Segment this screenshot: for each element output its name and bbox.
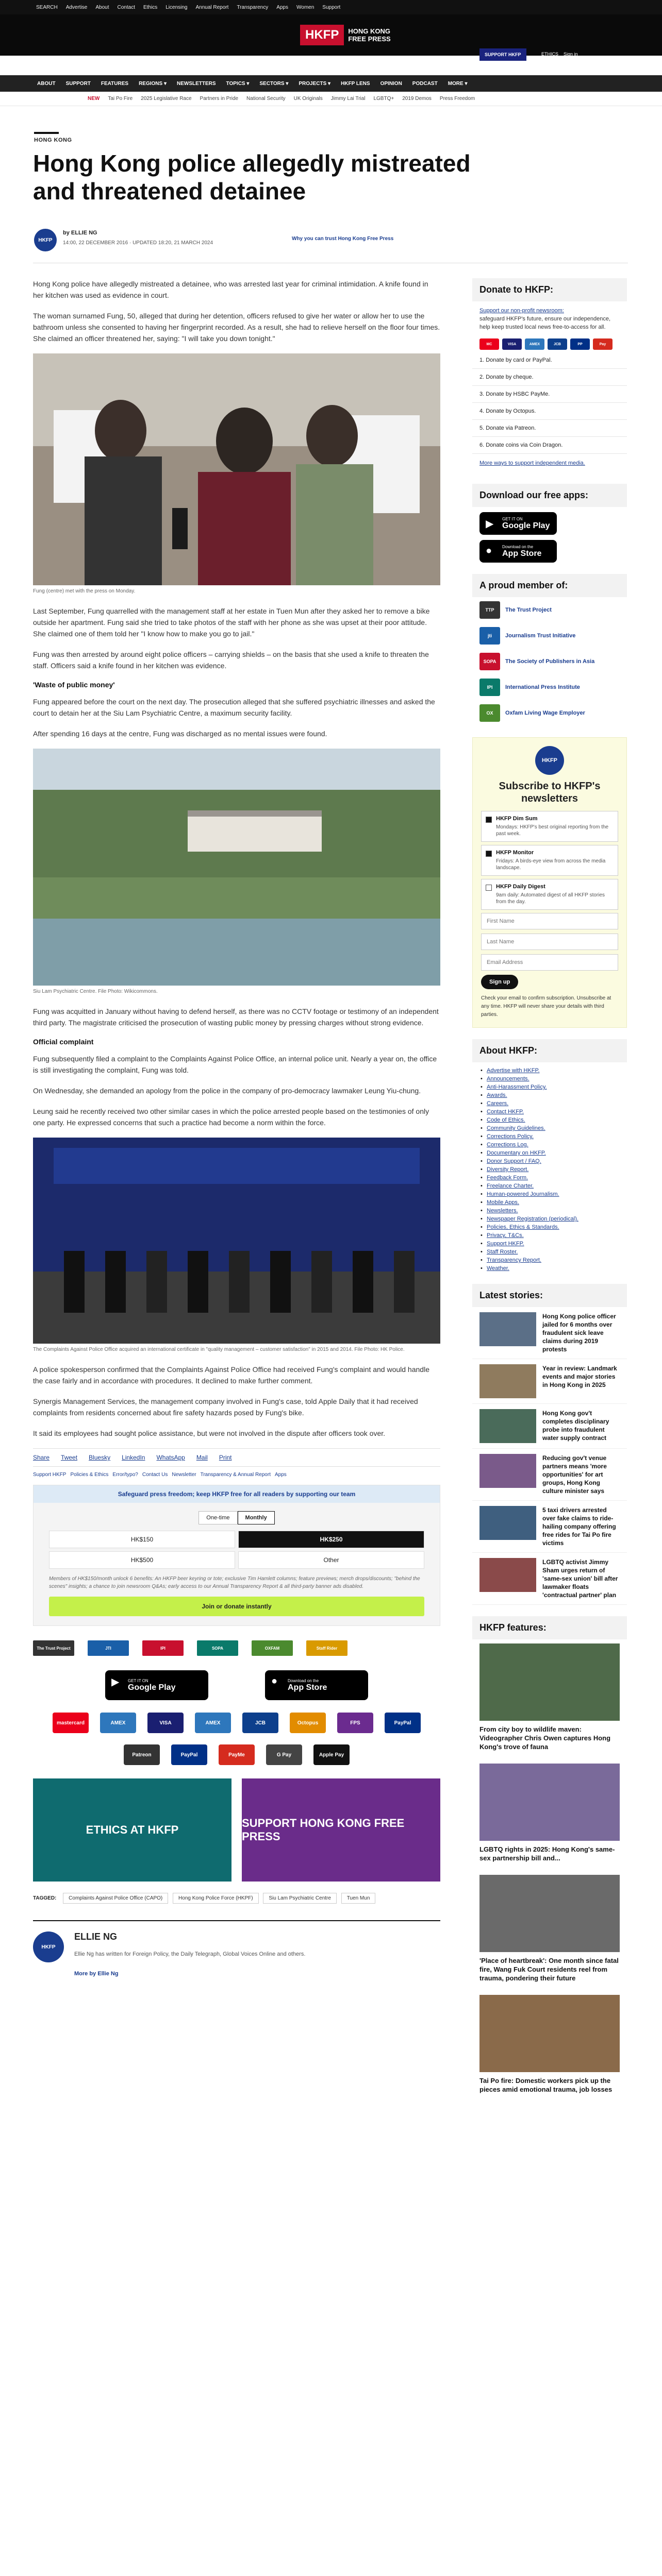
about-link[interactable]: • Policies, Ethics & Standards.	[472, 1223, 627, 1231]
support-link[interactable]: Contact Us	[142, 1472, 168, 1478]
nav-item[interactable]: MORE ▾	[448, 80, 468, 87]
subnav-new-badge: NEW	[88, 96, 100, 101]
amount-option[interactable]: HK$150	[49, 1531, 235, 1548]
nav-item[interactable]: OPINION	[380, 80, 402, 87]
photo-caption: The Complaints Against Police Office acquired an international certificate in "quality management – customer satisfaction" in 2015 and 2014. File Photo: HK Police.	[33, 1347, 405, 1352]
paragraph: After spending 16 days at the centre, Fung was discharged as no mental issues were found.	[33, 730, 327, 738]
subnav-item[interactable]: National Security	[246, 96, 286, 101]
about-link[interactable]: • Community Guidelines.	[472, 1124, 627, 1132]
member-ipi[interactable]: IPI International Press Institute	[472, 674, 627, 700]
topbar-link[interactable]: Contact	[117, 4, 135, 10]
checkbox-checked[interactable]	[486, 851, 492, 857]
signup-button[interactable]: Sign up	[481, 975, 518, 989]
story-thumbnail[interactable]	[479, 1558, 536, 1592]
feature-story[interactable]	[472, 1759, 627, 1871]
sign-in-link[interactable]: Sign in	[564, 52, 578, 57]
subnav-item[interactable]: Press Freedom	[439, 96, 475, 101]
about-link[interactable]: • Transparency Report.	[472, 1256, 627, 1264]
newsletter-title: Subscribe to HKFP's newsletters	[499, 781, 601, 804]
donate-option[interactable]: 6. Donate coins via Coin Dragon.	[472, 437, 627, 454]
tag-link[interactable]: Hong Kong Police Force (HKPF)	[173, 1893, 259, 1904]
share-link[interactable]: WhatsApp	[156, 1454, 185, 1461]
google-play-icon: ▶	[486, 518, 494, 530]
paragraph: Fung appeared before the court on the next day. The prosecution alleged that she suffered psychiatric illnesses and asked the court to detain her at the Siu Lam Psychiatric Centre, a maximum security facility.	[33, 698, 435, 717]
member-sopa[interactable]: SOPA The Society of Publishers in Asia	[472, 649, 627, 674]
amount-options	[49, 1531, 424, 1569]
latest-widget	[472, 1284, 627, 1605]
share-link[interactable]: Bluesky	[89, 1454, 111, 1461]
subnav-item[interactable]: 2019 Demos	[402, 96, 432, 101]
sidebar-app-store[interactable]: ● Download on the App Store	[479, 540, 557, 563]
visa-icon: VISA	[502, 338, 522, 350]
latest-story[interactable]	[472, 1359, 627, 1404]
app-store-button[interactable]: ● Download on the App Store	[265, 1670, 368, 1700]
about-links	[472, 1062, 627, 1273]
donate-option[interactable]: 4. Donate by Octopus.	[472, 403, 627, 420]
sidebar-google-play[interactable]: ▶ GET IT ON Google Play	[479, 512, 557, 535]
author-avatar-large[interactable]: HKFP	[33, 1931, 64, 1962]
support-link[interactable]: Error/typo?	[112, 1472, 138, 1478]
paragraph: It said its employees had sought police assistance, but were not involved in the dispute after officers took over.	[33, 1429, 386, 1437]
newsletter-option[interactable]: HKFP Daily Digest 9am daily: Automated digest of all HKFP stories from the day.	[481, 879, 618, 910]
support-link[interactable]: Support HKFP	[33, 1472, 67, 1478]
amount-option-selected[interactable]: HK$250	[238, 1531, 424, 1548]
feature-title[interactable]: Tai Po fire: Domestic workers pick up the pieces amid emotional trauma, job losses	[479, 2077, 613, 2093]
payment-method-icon: JCB	[242, 1713, 278, 1733]
topbar-link[interactable]: Ethics	[143, 4, 158, 10]
nav-item[interactable]: SUPPORT	[65, 80, 91, 87]
oxfam-logo[interactable]: OXFAM	[252, 1640, 293, 1656]
about-link[interactable]: • Newspaper Registration (periodical).	[472, 1215, 627, 1223]
story-title[interactable]: Year in review: Landmark events and major stories in Hong Kong in 2025	[542, 1365, 617, 1388]
about-link[interactable]: • Announcements.	[472, 1075, 627, 1083]
jcb-icon: JCB	[548, 338, 567, 350]
newsletter-note: Check your email to confirm subscription. Unsubscribe at any time. HKFP will never share your details with third parties.	[481, 995, 611, 1018]
about-link[interactable]: • Freelance Charter.	[472, 1182, 627, 1190]
topbar-link[interactable]: Apps	[276, 4, 288, 10]
oxfam-icon: OX	[479, 704, 500, 722]
tag-link[interactable]: Siu Lam Psychiatric Centre	[263, 1893, 337, 1904]
about-link[interactable]: • Newsletters.	[472, 1207, 627, 1215]
jti-icon: jti	[479, 627, 500, 645]
payme-icon: Pay	[593, 338, 613, 350]
payment-method-icon: AMEX	[100, 1713, 136, 1733]
story-title[interactable]: Hong Kong gov't completes disciplinary probe into fraudulent water supply contract	[542, 1410, 609, 1442]
payment-method-icon: PayPal	[385, 1713, 421, 1733]
story-thumbnail[interactable]	[479, 1312, 536, 1346]
topbar-link[interactable]: About	[95, 4, 109, 10]
donate-option[interactable]: 2. Donate by cheque.	[472, 369, 627, 386]
topbar-link[interactable]: Annual Report	[195, 4, 229, 10]
site-logo[interactable]	[300, 23, 391, 47]
member-heading: A proud member of:	[472, 574, 627, 597]
sidebar	[472, 278, 627, 2113]
feature-image[interactable]	[479, 1643, 620, 1721]
subnav-item[interactable]: LGBTQ+	[373, 96, 394, 101]
feature-image[interactable]	[479, 1764, 620, 1841]
author-name[interactable]: by ELLIE NG	[63, 230, 97, 236]
newsletter-option[interactable]: HKFP Dim Sum Mondays: HKFP's best original reporting from the past week.	[481, 811, 618, 842]
author-avatar[interactable]: HKFP	[34, 229, 57, 251]
sopa-logo[interactable]: SOPA	[197, 1640, 238, 1656]
about-link[interactable]: • Donor Support / FAQ.	[472, 1157, 627, 1165]
apps-heading: Download our free apps:	[472, 484, 627, 507]
payment-method-icon: G Pay	[266, 1744, 302, 1765]
features-heading: HKFP features:	[472, 1616, 627, 1639]
latest-story[interactable]	[472, 1553, 627, 1605]
apple-icon: ●	[486, 545, 492, 556]
article-byline	[34, 227, 446, 256]
toggle-monthly[interactable]: Monthly	[238, 1511, 275, 1524]
donate-intro: Support our non-profit newsroom: safeguard HKFP's future, ensure our independence, help keep trusted local news free-to-access for all.	[479, 308, 611, 330]
feature-title[interactable]: LGBTQ rights in 2025: Hong Kong's same-sex partnership bill and...	[479, 1845, 615, 1862]
jti-logo[interactable]: JTI	[88, 1640, 129, 1656]
masthead-links	[541, 52, 578, 57]
ethics-link[interactable]: ETHICS	[541, 52, 559, 57]
about-link[interactable]: • Awards.	[472, 1091, 627, 1099]
paypal-icon: PP	[570, 338, 590, 350]
checkbox-unchecked[interactable]	[486, 885, 492, 891]
topbar-link[interactable]: Support	[322, 4, 341, 10]
latest-heading: Latest stories:	[472, 1284, 627, 1307]
story-title[interactable]: 5 taxi drivers arrested over fake claims to ride-hailing company offering free rides for Tai Po fire victims	[542, 1506, 616, 1547]
main-nav	[0, 75, 662, 92]
last-name-field[interactable]: Last Name	[481, 934, 618, 950]
trust-project-icon: TTP	[479, 601, 500, 619]
sub-nav	[0, 92, 662, 106]
author-box-name[interactable]: ELLIE NG	[74, 1931, 118, 1942]
member-widget	[472, 574, 627, 726]
paragraph: The woman surnamed Fung, 50, alleged that during her detention, officers refused to give her water or allow her to use the bathroom unless she consented to having her fingerprint recorded. As a result, she had to relieve herself on the floor four times. She claimed an officer threatened her, saying: "I will take you down tonight."	[33, 312, 440, 343]
top-utility-bar	[0, 0, 662, 14]
trust-link[interactable]: Why you can trust Hong Kong Free Press	[292, 236, 394, 242]
subnav-item[interactable]: 2025 Legislative Race	[141, 96, 192, 101]
paragraph: Synergis Management Services, the management company involved in Fung's case, told Apple Daily that it had received complaints from residents concerned about fire safety hazards posed by Fung's bike.	[33, 1397, 418, 1417]
section-heading: 'Waste of public money'	[33, 681, 115, 689]
newsletter-logo: HKFP	[535, 746, 564, 775]
about-link[interactable]: • Anti-Harassment Policy.	[472, 1083, 627, 1091]
about-heading: About HKFP:	[472, 1039, 627, 1062]
paragraph: Leung said he recently received two other similar cases in which the police arrested people based on the testimonies of only one party. He expressed concerns that such a practice had become a norm within the force.	[33, 1107, 429, 1127]
member-list	[472, 597, 627, 726]
payment-method-icon: mastercard	[53, 1713, 89, 1733]
features-widget	[472, 1616, 627, 2102]
share-link[interactable]: Share	[33, 1454, 50, 1461]
donate-widget	[472, 278, 627, 472]
topbar-link[interactable]: Transparency	[237, 4, 269, 10]
donate-option[interactable]: 3. Donate by HSBC PayMe.	[472, 386, 627, 403]
newsletter-option[interactable]: HKFP Monitor Fridays: A birds-eye view from across the media landscape.	[481, 845, 618, 876]
about-link[interactable]: • Privacy, T&Cs.	[472, 1231, 627, 1240]
payment-method-icon: Apple Pay	[313, 1744, 350, 1765]
google-play-icon: ▶	[111, 1676, 120, 1688]
share-row	[33, 1448, 440, 1467]
donate-heading: Donate to HKFP:	[472, 278, 627, 301]
share-link[interactable]: Print	[219, 1454, 232, 1461]
publish-date: 14:00, 22 DECEMBER 2016 · UPDATED 18:20, 21 MARCH 2024	[63, 240, 213, 246]
about-link[interactable]: • Corrections Log.	[472, 1141, 627, 1149]
about-link[interactable]: • Code of Ethics.	[472, 1116, 627, 1124]
feature-image[interactable]	[479, 1995, 620, 2072]
feature-stories	[472, 1639, 627, 2102]
payment-method-icon: PayPal	[171, 1744, 207, 1765]
ipi-icon: IPI	[479, 679, 500, 696]
latest-story[interactable]	[472, 1501, 627, 1553]
topbar-link[interactable]: Advertise	[65, 4, 88, 10]
subnav-item[interactable]: Jimmy Lai Trial	[330, 96, 366, 101]
story-title[interactable]: LGBTQ activist Jimmy Sham urges return of 'same-sex union' bill after lawmaker floats 'contractual partner' plan	[542, 1558, 618, 1599]
nav-item[interactable]: SECTORS ▾	[259, 80, 289, 87]
newsletter-widget	[472, 737, 627, 1028]
tag-link[interactable]: Complaints Against Police Office (CAPO)	[63, 1893, 168, 1904]
frequency-toggle	[34, 1511, 440, 1524]
nav-item[interactable]: REGIONS ▾	[139, 80, 167, 87]
trust-project-logo[interactable]: The Trust Project	[33, 1640, 74, 1656]
support-ad[interactable]: SUPPORT HONG KONG FREE PRESS	[242, 1778, 440, 1882]
sopa-icon: SOPA	[479, 653, 500, 670]
email-field[interactable]: Email Address	[481, 954, 618, 971]
share-link[interactable]: Mail	[196, 1454, 208, 1461]
feature-story[interactable]	[472, 1871, 627, 1991]
nav-item[interactable]: TOPICS ▾	[226, 80, 250, 87]
feature-story[interactable]	[472, 1991, 627, 2102]
paragraph: Fung was then arrested by around eight police officers – carrying shields – on the basis that she used a knife to threaten the staff. Officers said a knife found in her kitchen was evidence.	[33, 650, 429, 670]
share-link[interactable]: Tweet	[61, 1454, 78, 1461]
donate-options	[472, 352, 627, 454]
topbar-link[interactable]: SEARCH	[36, 4, 58, 10]
press-photo-graphic	[33, 353, 440, 585]
story-thumbnail[interactable]	[479, 1454, 536, 1488]
about-link[interactable]: • Weather.	[472, 1264, 627, 1273]
story-title[interactable]: Hong Kong police officer jailed for 6 months over fraudulent sick leave claims during 2019 protests	[542, 1313, 616, 1353]
more-by-author-link[interactable]: More by Ellie Ng	[74, 1971, 119, 1977]
logo-text: HONG KONG FREE PRESS	[348, 27, 391, 43]
payment-method-icon: Patreon	[124, 1744, 160, 1765]
more-ways-link[interactable]: More ways to support independent media.	[479, 460, 585, 466]
author-box	[33, 1920, 440, 1997]
paragraph: Fung subsequently filed a complaint to the Complaints Against Police Office, an internal police unit. Nearly a year on, the office is still investigating the complaint, Fung was told.	[33, 1055, 437, 1074]
member-trust-project[interactable]: TTP The Trust Project	[472, 597, 627, 623]
payment-method-icon: Octopus	[290, 1713, 326, 1733]
feature-title[interactable]: 'Place of heartbreak': One month since fatal fire, Wang Fuk Court residents reel from trauma, pondering their future	[479, 1957, 619, 1982]
amount-option[interactable]: HK$500	[49, 1551, 235, 1569]
subnav-item[interactable]: UK Originals	[293, 96, 323, 101]
story-thumbnail[interactable]	[479, 1364, 536, 1398]
nav-item[interactable]: FEATURES	[101, 80, 129, 87]
paragraph: Last September, Fung quarrelled with the management staff at her estate in Tuen Mun after they asked her to remove a bike outside her apartment. Fung said she tried to take photos of the staff with her phone as she was upset at their poor attitude. She claimed one of them told her "I know how to make you go to jail."	[33, 607, 430, 638]
latest-story[interactable]	[472, 1404, 627, 1449]
about-link[interactable]: • Careers.	[472, 1099, 627, 1108]
topbar-link[interactable]: Women	[296, 4, 315, 10]
staff-rider-logo[interactable]: Staff Rider	[306, 1640, 347, 1656]
payment-method-icon: FPS	[337, 1713, 373, 1733]
nav-item[interactable]: HKFP LENS	[341, 80, 370, 87]
donate-box	[33, 1485, 440, 1626]
support-link[interactable]: Transparency & Annual Report	[200, 1472, 271, 1478]
photo-caption: Siu Lam Psychiatric Centre. File Photo: Wikicommons.	[33, 989, 158, 994]
donate-banner[interactable]: Safeguard press freedom; keep HKFP free for all readers by supporting our team	[34, 1485, 440, 1503]
paragraph: Fung was acquitted in January without having to defend herself, as there was no CCTV footage or testimony of an independent third party. The magistrate criticised the prosecution of wasting public money by pressing charges without strong evidence.	[33, 1007, 439, 1027]
apple-icon: ●	[271, 1675, 278, 1687]
article-body	[33, 278, 440, 1997]
feature-image[interactable]	[479, 1875, 620, 1952]
article-headline: Hong Kong police allegedly mistreated and threatened detainee	[33, 150, 471, 205]
payment-method-icon: PayMe	[219, 1744, 255, 1765]
donate-option[interactable]: 5. Donate via Patreon.	[472, 420, 627, 437]
subnav-item[interactable]: Partners in Pride	[200, 96, 239, 101]
paragraph: Hong Kong police have allegedly mistreated a detainee, who was arrested last year for criminal intimidation. A knife found in her kitchen was used as evidence in court.	[33, 280, 428, 299]
about-link[interactable]: • Feedback Form.	[472, 1174, 627, 1182]
payment-method-icon: VISA	[147, 1713, 184, 1733]
press-conference-photo	[33, 353, 440, 585]
join-donate-button[interactable]: Join or donate instantly	[49, 1597, 424, 1616]
nav-item[interactable]: ABOUT	[37, 80, 56, 87]
nav-item[interactable]: PROJECTS ▾	[299, 80, 331, 87]
amount-option[interactable]: Other	[238, 1551, 424, 1569]
latest-stories	[472, 1307, 627, 1605]
about-link[interactable]: • Documentary on HKFP.	[472, 1149, 627, 1157]
payment-method-icon: AMEX	[195, 1713, 231, 1733]
about-link[interactable]: • Diversity Report.	[472, 1165, 627, 1174]
section-heading: Official complaint	[33, 1038, 94, 1046]
photo-caption: Fung (centre) met with the press on Monday.	[33, 588, 136, 594]
support-links	[33, 1472, 440, 1478]
nav-item[interactable]: NEWSLETTERS	[176, 80, 216, 87]
support-link[interactable]: Policies & Ethics	[70, 1472, 109, 1478]
about-link[interactable]: • Support HKFP.	[472, 1240, 627, 1248]
apps-widget	[472, 484, 627, 563]
about-link[interactable]: • Staff Roster.	[472, 1248, 627, 1256]
ethics-ad[interactable]: ETHICS AT HKFP	[33, 1778, 231, 1882]
article-category[interactable]: HONG KONG	[34, 137, 72, 143]
donate-option[interactable]: 1. Donate by card or PayPal.	[472, 352, 627, 369]
about-link[interactable]: • Human-powered Journalism.	[472, 1190, 627, 1198]
masthead	[0, 14, 662, 56]
paragraph: A police spokesperson confirmed that the Complaints Against Police Office had received Fung's complaint and would handle the case fairly and in accordance with procedures. It declined to make further comment.	[33, 1365, 429, 1385]
centre-photo-graphic	[33, 749, 440, 986]
story-thumbnail[interactable]	[479, 1506, 536, 1540]
ipi-logo[interactable]: IPI	[142, 1640, 184, 1656]
donate-note: Members of HK$150/month unlock 6 benefits: An HKFP beer keyring or tote; exclusive Tim Hamlett columns; feature previews; merch drops/discounts; "behind the scenes" insights; a chance to join newsroom Q&As; early access to our Annual Transparency Report & all third-party banner ads disabled.	[49, 1576, 420, 1589]
google-play-button[interactable]: ▶ GET IT ON Google Play	[105, 1670, 208, 1700]
footer-partner-logos	[33, 1640, 440, 1656]
about-link[interactable]: • Corrections Policy.	[472, 1132, 627, 1141]
amex-icon: AMEX	[525, 338, 544, 350]
member-oxfam[interactable]: OX Oxfam Living Wage Employer	[472, 700, 627, 726]
story-title[interactable]: Reducing gov't venue partners means 'more opportunities' for art groups, Hong Kong culture minister says	[542, 1454, 607, 1495]
app-store-buttons	[33, 1670, 440, 1700]
subnav-item[interactable]: Tai Po Fire	[108, 96, 133, 101]
article-tags: TAGGED: Complaints Against Police Office (CAPO) Hong Kong Police Force (HKPF) Siu Lam Psychiatric Centre Tuen Mun	[33, 1893, 440, 1907]
capo-ceremony-photo	[33, 1138, 440, 1344]
sidebar-payment-icons	[472, 336, 627, 352]
support-hkfp-button[interactable]: SUPPORT HKFP	[479, 48, 526, 61]
psychiatric-centre-photo	[33, 749, 440, 986]
support-link[interactable]: Newsletter	[172, 1472, 196, 1478]
kicker-rule	[34, 132, 59, 134]
feature-story[interactable]	[472, 1639, 627, 1759]
first-name-field[interactable]: First Name	[481, 913, 618, 929]
latest-story[interactable]	[472, 1307, 627, 1359]
author-bio: Ellie Ng has written for Foreign Policy, the Daily Telegraph, Global Voices Online and others.	[74, 1951, 306, 1957]
about-link[interactable]: • Contact HKFP.	[472, 1108, 627, 1116]
feature-title[interactable]: From city boy to wildlife maven: Videographer Chris Owen captures Hong Kong's trove of fauna	[479, 1725, 611, 1751]
support-link[interactable]: Apps	[274, 1472, 287, 1478]
toggle-one-time[interactable]: One-time	[198, 1511, 237, 1524]
nav-item[interactable]: PODCAST	[412, 80, 438, 87]
tag-link[interactable]: Tuen Mun	[341, 1893, 376, 1904]
logo-abbr: HKFP	[300, 25, 344, 45]
payment-methods	[33, 1713, 440, 1765]
about-link[interactable]: • Mobile Apps.	[472, 1198, 627, 1207]
member-jti[interactable]: jti Journalism Trust Initiative	[472, 623, 627, 649]
paragraph: On Wednesday, she demanded an apology from the police in the company of pro-democracy lawmaker Leung Yiu-chung.	[33, 1087, 421, 1095]
ceremony-photo-graphic	[33, 1138, 440, 1344]
mastercard-icon: MC	[479, 338, 499, 350]
share-link[interactable]: LinkedIn	[122, 1454, 145, 1461]
story-thumbnail[interactable]	[479, 1409, 536, 1443]
checkbox-checked[interactable]	[486, 817, 492, 823]
promo-ads	[33, 1778, 440, 1882]
topbar-link[interactable]: Licensing	[166, 4, 188, 10]
about-link[interactable]: • Advertise with HKFP.	[472, 1066, 627, 1075]
about-widget	[472, 1039, 627, 1273]
latest-story[interactable]	[472, 1449, 627, 1501]
